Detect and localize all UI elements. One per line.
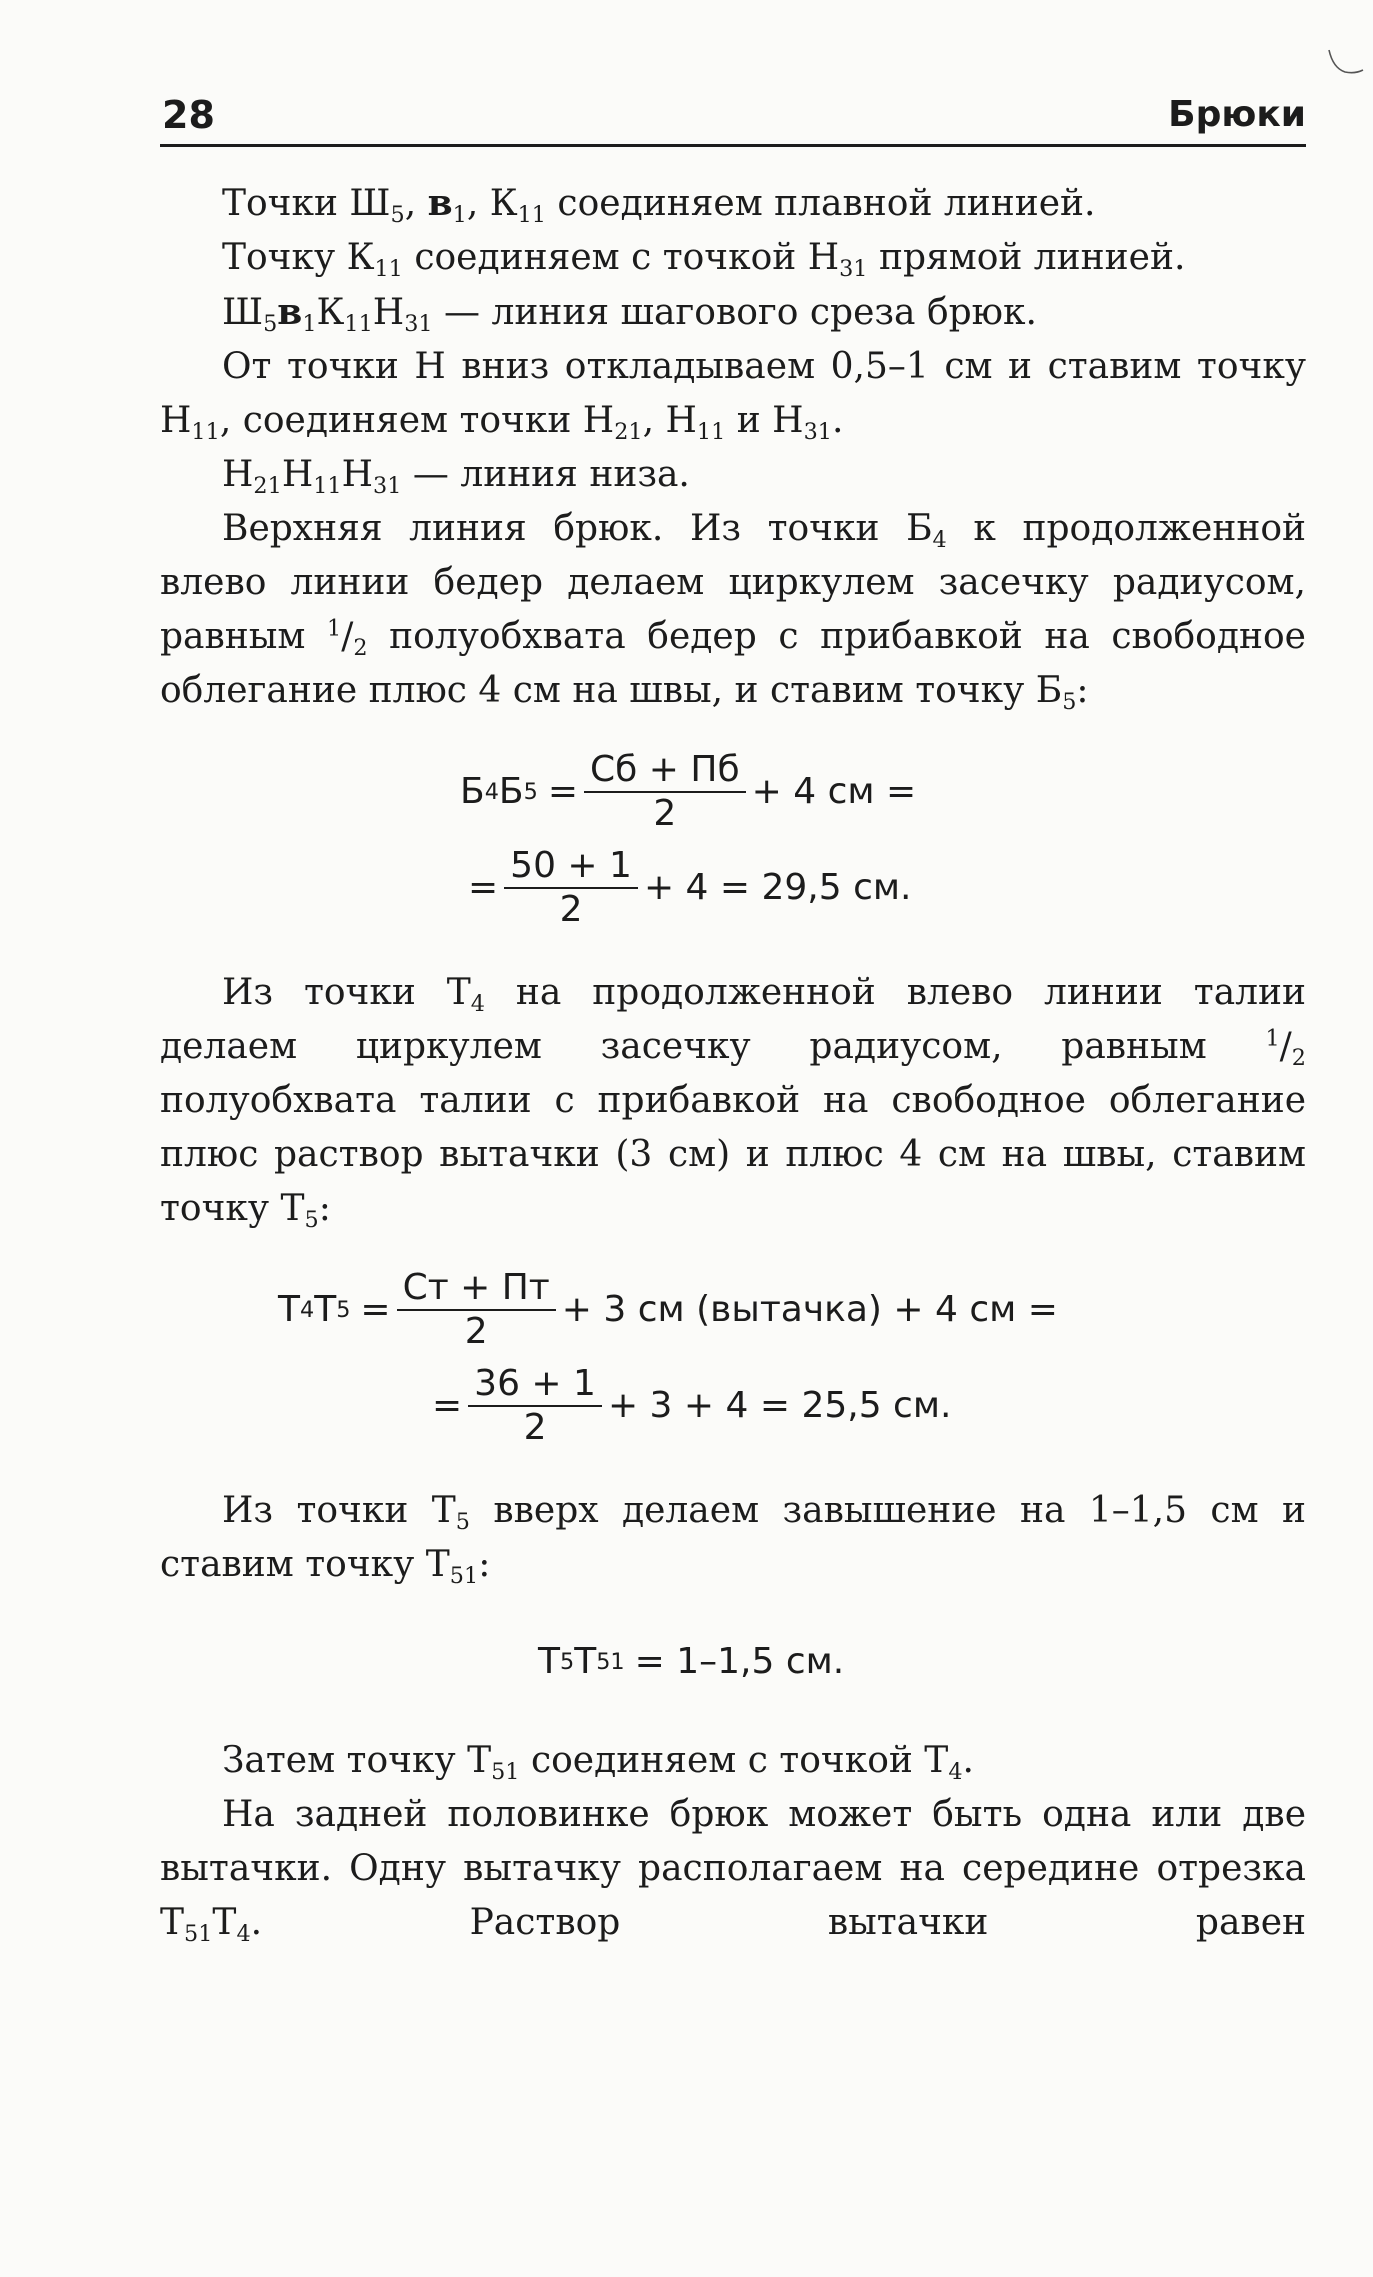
running-title: Брюки: [1168, 94, 1306, 135]
paragraph: На задней половинке брюк может быть одна или две вытачки. Одну вытачку располагаем на середине отрезка $Т_{51}Т_4$. Раствор вытачки равен: [160, 1794, 1306, 1948]
paragraph: Из точки $Т_4$ на продолженной влево линии талии делаем циркулем засечку радиусом, равным $^1/_2$ полуобхвата талии с прибавкой на свободное облегание плюс раствор вытачки (3 см) и плюс 4 см на швы, ставим точку $Т_5$:: [160, 972, 1307, 1234]
paragraph: Верхняя линия брюк. Из точки $Б_4$ к продолженной влево линии бедер делаем циркулем засечку радиусом, равным $^1/_2$ полуобхвата бедер с прибавкой на свободное облегание плюс 4 см на швы, и ставим точку $Б_5$:: [160, 508, 1306, 716]
page-number: 28: [162, 93, 215, 137]
inline-fraction: $^1/_2$: [327, 615, 368, 662]
fraction: $\frac{Ст + Пт}{2}$: [397, 1267, 556, 1353]
paragraph: Затем точку $Т_{51}$ соединяем с точкой $Т_4$.: [222, 1740, 974, 1786]
paragraph: От точки Н вниз откладываем 0,5–1 см и ставим точку $Н_{11}$, соединяем точки $Н_{21}$, $Н_{11}$ и $Н_{31}$.: [160, 346, 1306, 446]
inline-fraction: $^1/_2$: [1265, 1025, 1306, 1072]
formula-t4t5: [160, 1262, 1306, 1454]
page-header: [160, 86, 1306, 147]
formula-line: Б 4 Б 5 = $\frac{Сб + Пб}{2}$ + 4 см =: [460, 749, 917, 834]
fraction: $\frac{36 + 1}{2}$: [468, 1363, 602, 1449]
formula-line: Т 4 Т 5 = $\frac{Ст + Пт}{2}$ + 3 см (вытачка) + 4 см =: [278, 1267, 1058, 1352]
formula-line: Т 5 Т 51 = 1–1,5 см.: [538, 1641, 845, 1682]
paragraph: $Н_{21}Н_{11}Н_{31}$ — линия низа.: [222, 454, 690, 500]
formula-line: = $\frac{36 + 1}{2}$ + 3 + 4 = 25,5 см.: [432, 1363, 952, 1448]
formula-b4b5: [160, 744, 1306, 936]
formula-line: = $\frac{50 + 1}{2}$ + 4 = 29,5 см.: [468, 845, 912, 930]
formula-t5t51: [160, 1614, 1306, 1710]
page-body: [160, 176, 1306, 1950]
fraction: $\frac{Сб + Пб}{2}$: [584, 749, 746, 835]
pencil-mark-icon: [1325, 46, 1365, 80]
paragraph: Из точки $Т_5$ вверх делаем завышение на 1–1,5 см и ставим точку $Т_{51}$:: [160, 1490, 1306, 1590]
paragraph: $Ш_5в_1К_{11}Н_{31}$ — линия шагового среза брюк.: [222, 291, 1037, 338]
fraction: $\frac{50 + 1}{2}$: [504, 845, 638, 931]
paragraph: Точки $Ш_5$, $в_1$, $К_{11}$ соединяем плавной линией.: [222, 182, 1096, 229]
paragraph: Точку $К_{11}$ соединяем с точкой $Н_{31}$ прямой линией.: [222, 237, 1186, 283]
